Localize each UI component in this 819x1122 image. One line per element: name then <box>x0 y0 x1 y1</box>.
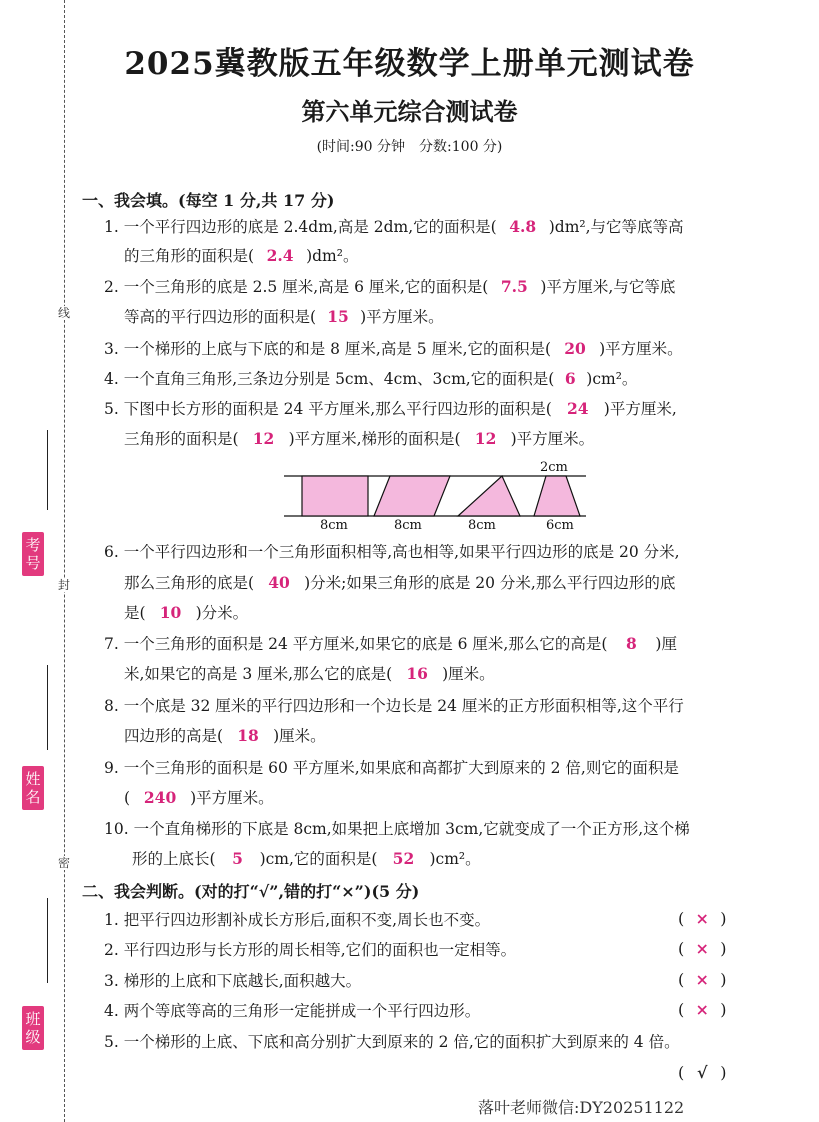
q6-line2: 那么三角形的底是( 40 )分米;如果三角形的底是 20 分米,那么平行四边形的底 <box>124 573 676 592</box>
triangle-shape <box>458 476 520 516</box>
judge-answer-4: × <box>695 1000 709 1019</box>
q6-line3: 是( 10 )分米。 <box>124 603 249 622</box>
q5-line1: 5. 下图中长方形的面积是 24 平方厘米,那么平行四边形的面积是( 24 )平方厘米, <box>104 399 677 418</box>
q8-line1: 8. 一个底是 32 厘米的平行四边形和一个边长是 24 厘米的正方形面积相等,这个平行 <box>104 697 684 715</box>
q7-answer2: 16 <box>406 664 428 683</box>
q5-answer1: 24 <box>566 399 589 418</box>
judge-mark-5: ( √ ) <box>678 1063 727 1082</box>
q4-answer1: 6 <box>564 369 576 388</box>
xingming-label: 姓名 <box>22 766 44 810</box>
q6-answer2: 10 <box>159 603 182 622</box>
judge-answer-1: × <box>695 909 709 928</box>
q1-answer1: 4.8 <box>509 217 537 236</box>
page-subtitle: 第六单元综合测试卷 <box>301 97 518 126</box>
kaohao-label: 考号 <box>22 532 44 576</box>
binding-dashed-line <box>64 0 65 1122</box>
judge-item-3: 3. 梯形的上底和下底越长,面积越大。 <box>104 972 362 990</box>
judge-mark-4: ( × ) <box>678 1000 727 1019</box>
judge-item-2: 2. 平行四边形与长方形的周长相等,它们的面积也一定相等。 <box>104 941 517 959</box>
kaohao-write-line <box>47 430 48 510</box>
q9-answer1: 240 <box>143 788 177 807</box>
q6-line1: 6. 一个平行四边形和一个三角形面积相等,高也相等,如果平行四边形的底是 20 分米, <box>104 543 680 561</box>
judge-answer-2: × <box>695 939 709 958</box>
xingming-write-line <box>47 665 48 750</box>
q1-line1: 1. 一个平行四边形的底是 2.4dm,高是 2dm,它的面积是( 4.8 )dm²,与它等底等高 <box>104 217 684 236</box>
triangle-base-label: 8cm <box>468 518 496 533</box>
q10-line1: 10. 一个直角梯形的下底是 8cm,如果把上底增加 3cm,它就变成了一个正方形,这个梯 <box>104 820 690 838</box>
trapezoid-base-label: 6cm <box>546 518 574 533</box>
judge-item-5: 5. 一个梯形的上底、下底和高分别扩大到原来的 2 倍,它的面积扩大到原来的 4 倍。 <box>104 1033 680 1051</box>
q10-answer2: 52 <box>392 849 415 868</box>
judge-item-1: 1. 把平行四边形割补成长方形后,面积不变,周长也不变。 <box>104 911 491 929</box>
q9-line1: 9. 一个三角形的面积是 60 平方厘米,如果底和高都扩大到原来的 2 倍,则它的面积是 <box>104 759 679 777</box>
judge-mark-3: ( × ) <box>678 970 727 989</box>
q10-answer1: 5 <box>232 849 243 868</box>
q3-line1: 3. 一个梯形的上底与下底的和是 8 厘米,高是 5 厘米,它的面积是( 20 )平方厘米。 <box>104 339 683 358</box>
exam-meta: (时间:90 分钟 分数:100 分) <box>316 139 503 155</box>
figure-top-label: 2cm <box>540 460 568 475</box>
q5-answer3: 12 <box>474 429 497 448</box>
q7-line2: 米,如果它的高是 3 厘米,那么它的底是( 16 )厘米。 <box>124 664 495 683</box>
q5-answer2: 12 <box>252 429 275 448</box>
rectangle-shape <box>302 476 368 516</box>
section1-heading: 一、我会填。(每空 1 分,共 17 分) <box>82 191 335 210</box>
binding-char-feng: 封 <box>58 578 71 592</box>
q2-line1: 2. 一个三角形的底是 2.5 厘米,高是 6 厘米,它的面积是( 7.5 )平方厘米,与它等底 <box>104 277 676 296</box>
q8-answer1: 18 <box>237 726 259 745</box>
judge-mark-1: ( × ) <box>678 909 727 928</box>
q5-line2: 三角形的面积是( 12 )平方厘米,梯形的面积是( 12 )平方厘米。 <box>124 429 595 448</box>
parallelogram-base-label: 8cm <box>394 518 422 533</box>
q2-line2: 等高的平行四边形的面积是( 15 )平方厘米。 <box>124 307 444 326</box>
q2-answer1: 7.5 <box>500 277 528 296</box>
q2-answer2: 15 <box>327 307 349 326</box>
q9-line2: ( 240 )平方厘米。 <box>124 788 274 807</box>
shapes-figure <box>282 458 588 534</box>
judge-answer-3: × <box>695 970 709 989</box>
judge-mark-2: ( × ) <box>678 939 727 958</box>
footer-contact: 落叶老师微信:DY20251122 <box>478 1098 685 1117</box>
binding-char-xian: 线 <box>58 306 71 320</box>
q1-line2: 的三角形的面积是( 2.4 )dm²。 <box>124 246 359 265</box>
q10-line2: 形的上底长( 5 )cm,它的面积是( 52 )cm²。 <box>132 849 481 868</box>
q4-line1: 4. 一个直角三角形,三条边分别是 5cm、4cm、3cm,它的面积是( 6 )cm²。 <box>104 369 638 388</box>
rectangle-base-label: 8cm <box>320 518 348 533</box>
parallelogram-shape <box>374 476 450 516</box>
q1-answer2: 2.4 <box>266 246 294 265</box>
q6-answer1: 40 <box>268 573 290 592</box>
binding-char-mi: 密 <box>58 856 71 870</box>
banji-label: 班级 <box>22 1006 44 1050</box>
trapezoid-shape <box>534 476 580 516</box>
banji-write-line <box>47 898 48 983</box>
judge-item-4: 4. 两个等底等高的三角形一定能拼成一个平行四边形。 <box>104 1002 481 1020</box>
q7-line1: 7. 一个三角形的面积是 24 平方厘米,如果它的底是 6 厘米,那么它的高是( 8 )厘 <box>104 634 677 653</box>
q8-line2: 四边形的高是( 18 )厘米。 <box>124 726 326 745</box>
page-title: 2025冀教版五年级数学上册单元测试卷 <box>124 46 695 82</box>
q7-answer1: 8 <box>626 634 637 653</box>
q3-answer1: 20 <box>564 339 586 358</box>
judge-answer-5: √ <box>696 1063 708 1082</box>
section2-heading: 二、我会判断。(对的打“√”,错的打“×”)(5 分) <box>82 882 420 901</box>
